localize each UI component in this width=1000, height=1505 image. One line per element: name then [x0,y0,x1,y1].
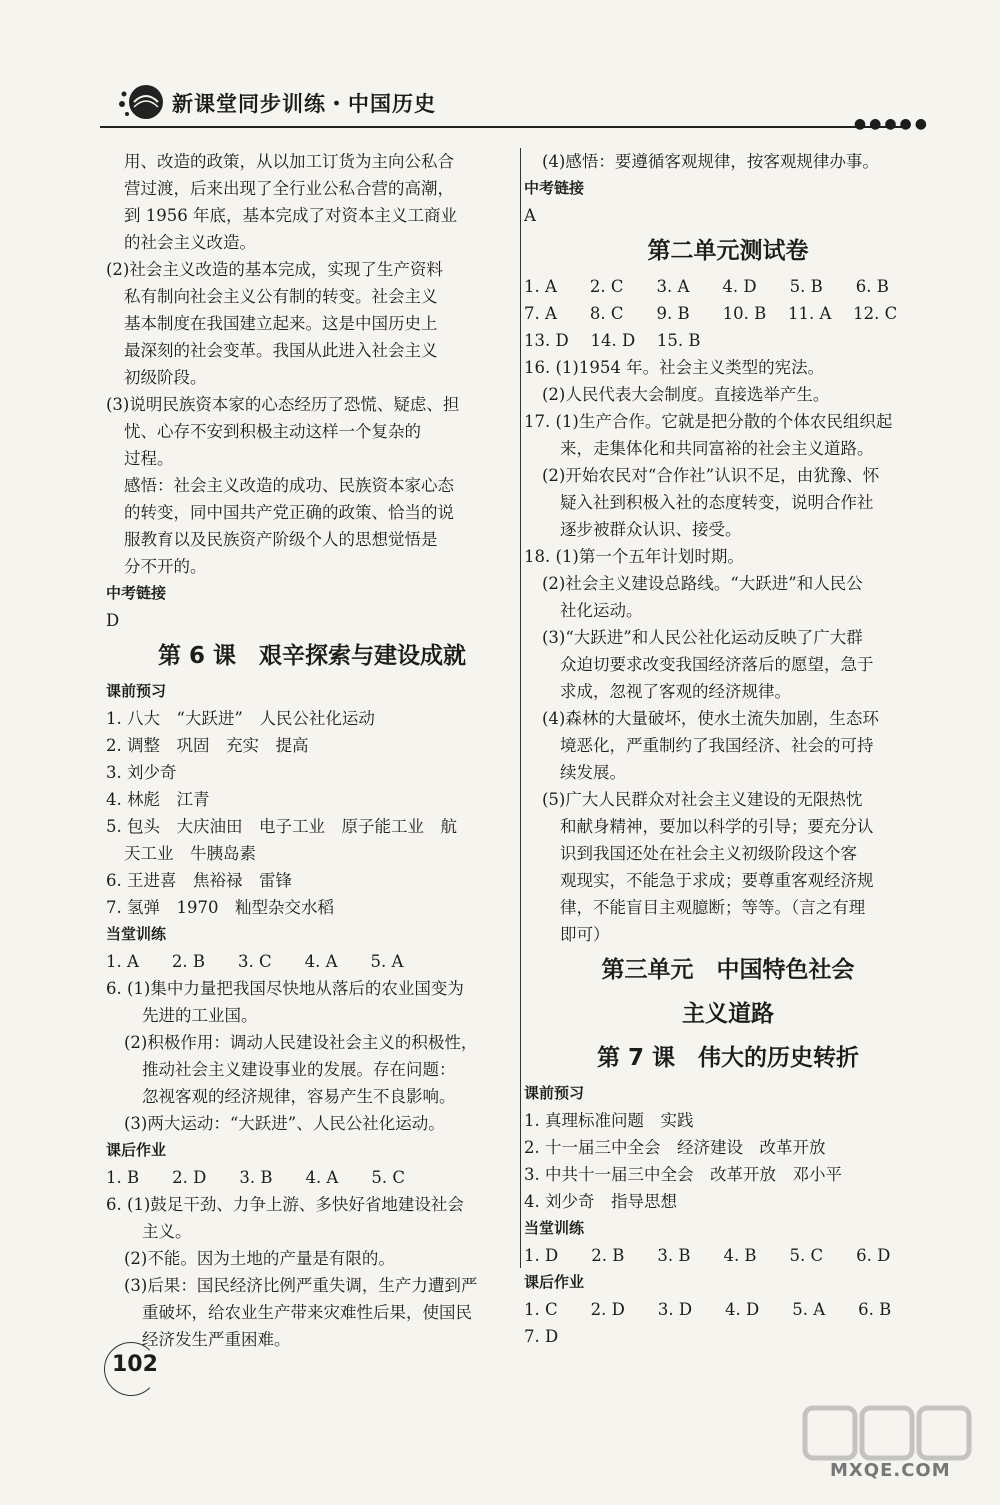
book-logo-icon [118,80,164,126]
text-line: (2)社会主义建设总路线。“大跃进”和人民公 [542,574,863,593]
text-line: 7. A 8. C 9. B 10. B 11. A 12. C [524,304,898,323]
text-line: 社化运动。 [560,601,643,620]
text-line: 先进的工业国。 [142,1006,258,1025]
text-line: 到 1956 年底，基本完成了对资本主义工商业 [124,206,457,225]
lesson-7-title: 第 7 课 伟大的历史转折 [596,1045,860,1071]
text-line: 7. 氢弹 1970 籼型杂交水稻 [106,898,334,917]
text-line: 2. 十一届三中全会 经济建设 改革开放 [524,1138,826,1157]
text-line: 来，走集体化和共同富裕的社会主义道路。 [560,439,874,458]
text-line: 识到我国还处在社会主义初级阶段这个客 [560,844,857,863]
section-label-preview: 课前预习 [106,682,167,700]
text-line: 1. 八大 “大跃进” 人民公社化运动 [106,709,375,728]
text-line: (2)不能。因为土地的产量是有限的。 [124,1249,395,1268]
text-line: 忧、心存不安到积极主动这样一个复杂的 [124,422,421,441]
text-line: 16. (1)1954 年。社会主义类型的宪法。 [524,358,825,377]
text-line: 和献身精神，要加以科学的引导；要充分认 [560,817,874,836]
text-line: 的转变，同中国共产党正确的政策、恰当的说 [124,503,454,522]
text-line: (4)感悟：要遵循客观规律，按客观规律办事。 [542,152,879,171]
text-line: 营过渡，后来出现了全行业公私合营的高潮， [124,179,454,198]
text-line: 逐步被群众认识、接受。 [560,520,742,539]
zhongkao-answer: A [524,206,536,225]
right-column [524,148,932,1350]
text-line: 感悟：社会主义改造的成功、民族资本家心态 [124,476,454,495]
text-line: 分不开的。 [124,557,207,576]
text-line: 续发展。 [560,763,626,782]
left-column [106,148,518,1353]
section-label-zhongkao: 中考链接 [106,584,167,602]
text-line: 2. 调整 巩固 充实 提高 [106,736,309,755]
text-line: (4)森林的大量破坏，使水土流失加剧，生态环 [542,709,879,728]
text-line: (3)后果：国民经济比例严重失调，生产力遭到严 [124,1276,478,1295]
text-line: 私有制向社会主义公有制的转变。社会主义 [124,287,438,306]
text-line: 6. (1)鼓足干劲、力争上游、多快好省地建设社会 [106,1195,464,1214]
text-line: (2)开始农民对“合作社”认识不足，由犹豫、怀 [542,466,880,485]
text-line: 律，不能盲目主观臆断；等等。（言之有理 [560,898,866,917]
text-line: 最深刻的社会变革。我国从此进入社会主义 [124,341,438,360]
text-line: 观现实，不能急于求成；要尊重客观经济规 [560,871,874,890]
text-line: 求成，忽视了客观的经济规律。 [560,682,791,701]
text-line: (5)广大人民群众对社会主义建设的无限热忱 [542,790,863,809]
section-label-zhongkao: 中考链接 [524,179,585,197]
text-line: 过程。 [124,449,174,468]
text-line: 即可） [560,925,610,944]
text-line: 经济发生严重困难。 [142,1330,291,1349]
text-line: 的社会主义改造。 [124,233,256,252]
text-line: 3. 中共十一届三中全会 改革开放 邓小平 [524,1165,842,1184]
unit-2-test-title: 第二单元测试卷 [647,238,809,264]
page-number: 102 [112,1352,158,1377]
header-rule [100,126,910,128]
text-line: 4. 林彪 江青 [106,790,210,809]
text-line: (2)积极作用：调动人民建设社会主义的积极性， [124,1033,478,1052]
header-dots: ●●●●● [853,116,930,132]
text-line: 基本制度在我国建立起来。这是中国历史上 [124,314,438,333]
text-line: 5. 包头 大庆油田 电子工业 原子能工业 航 [106,817,457,836]
page-header [100,80,930,132]
section-label-preview: 课前预习 [524,1084,585,1102]
text-line: (2)社会主义改造的基本完成，实现了生产资料 [106,260,443,279]
text-line: 18. (1)第一个五年计划时期。 [524,547,744,566]
text-line: 服教育以及民族资产阶级个人的思想觉悟是 [124,530,438,549]
text-line: (3)“大跃进”和人民公社化运动反映了广大群 [542,628,863,647]
text-line: (2)人民代表大会制度。直接选举产生。 [542,385,830,404]
text-line: 7. D [524,1327,559,1346]
zhongkao-answer: D [106,611,120,630]
text-line: 境恶化，严重制约了我国经济、社会的可持 [560,736,874,755]
text-line: 初级阶段。 [124,368,207,387]
text-line: 重破坏，给农业生产带来灾难性后果，使国民 [142,1303,472,1322]
text-line: 3. 刘少奇 [106,763,177,782]
text-line: 主义。 [142,1222,192,1241]
text-line: 13. D 14. D 15. B [524,331,701,350]
column-divider [520,148,521,1268]
text-line: 6. (1)集中力量把我国尽快地从落后的农业国变为 [106,979,464,998]
text-line: 众迫切要求改变我国经济落后的愿望，急于 [560,655,874,674]
text-line: 1. C 2. D 3. D 4. D 5. A 6. B [524,1300,892,1319]
text-line: 1. B 2. D 3. B 4. A 5. C [106,1168,405,1187]
lesson-6-title: 第 6 课 艰辛探索与建设成就 [157,643,467,669]
unit-3-title-cont: 主义道路 [682,1001,774,1027]
section-label-class: 当堂训练 [524,1219,585,1237]
text-line: 天工业 牛胰岛素 [124,844,256,863]
text-line: (3)两大运动：“大跃进”、人民公社化运动。 [124,1114,445,1133]
text-line: 1. A 2. C 3. A 4. D 5. B 6. B [524,277,889,296]
text-line: 17. (1)生产合作。它就是把分散的个体农民组织起 [524,412,893,431]
unit-3-title: 第三单元 中国特色社会 [601,957,855,983]
header-title: 新课堂同步训练・中国历史 [172,92,436,116]
section-label-homework: 课后作业 [106,1141,167,1159]
text-line: (3)说明民族资本家的心态经历了恐慌、疑虑、担 [106,395,460,414]
text-line: 推动社会主义建设事业的发展。存在问题： [142,1060,456,1079]
text-line: 1. D 2. B 3. B 4. B 5. C 6. D [524,1246,891,1265]
watermark-text: MXQE.COM [830,1460,951,1481]
section-label-homework: 课后作业 [524,1273,585,1291]
text-line: 4. 刘少奇 指导思想 [524,1192,677,1211]
text-line: 疑入社到积极入社的态度转变，说明合作社 [560,493,874,512]
text-line: 1. 真理标准问题 实践 [524,1111,694,1130]
section-label-class: 当堂训练 [106,925,167,943]
text-line: 1. A 2. B 3. C 4. A 5. A [106,952,404,971]
text-line: 6. 王进喜 焦裕禄 雷锋 [106,871,292,890]
text-line: 忽视客观的经济规律，容易产生不良影响。 [142,1087,456,1106]
text-line: 用、改造的政策，从以加工订货为主向公私合 [124,152,454,171]
